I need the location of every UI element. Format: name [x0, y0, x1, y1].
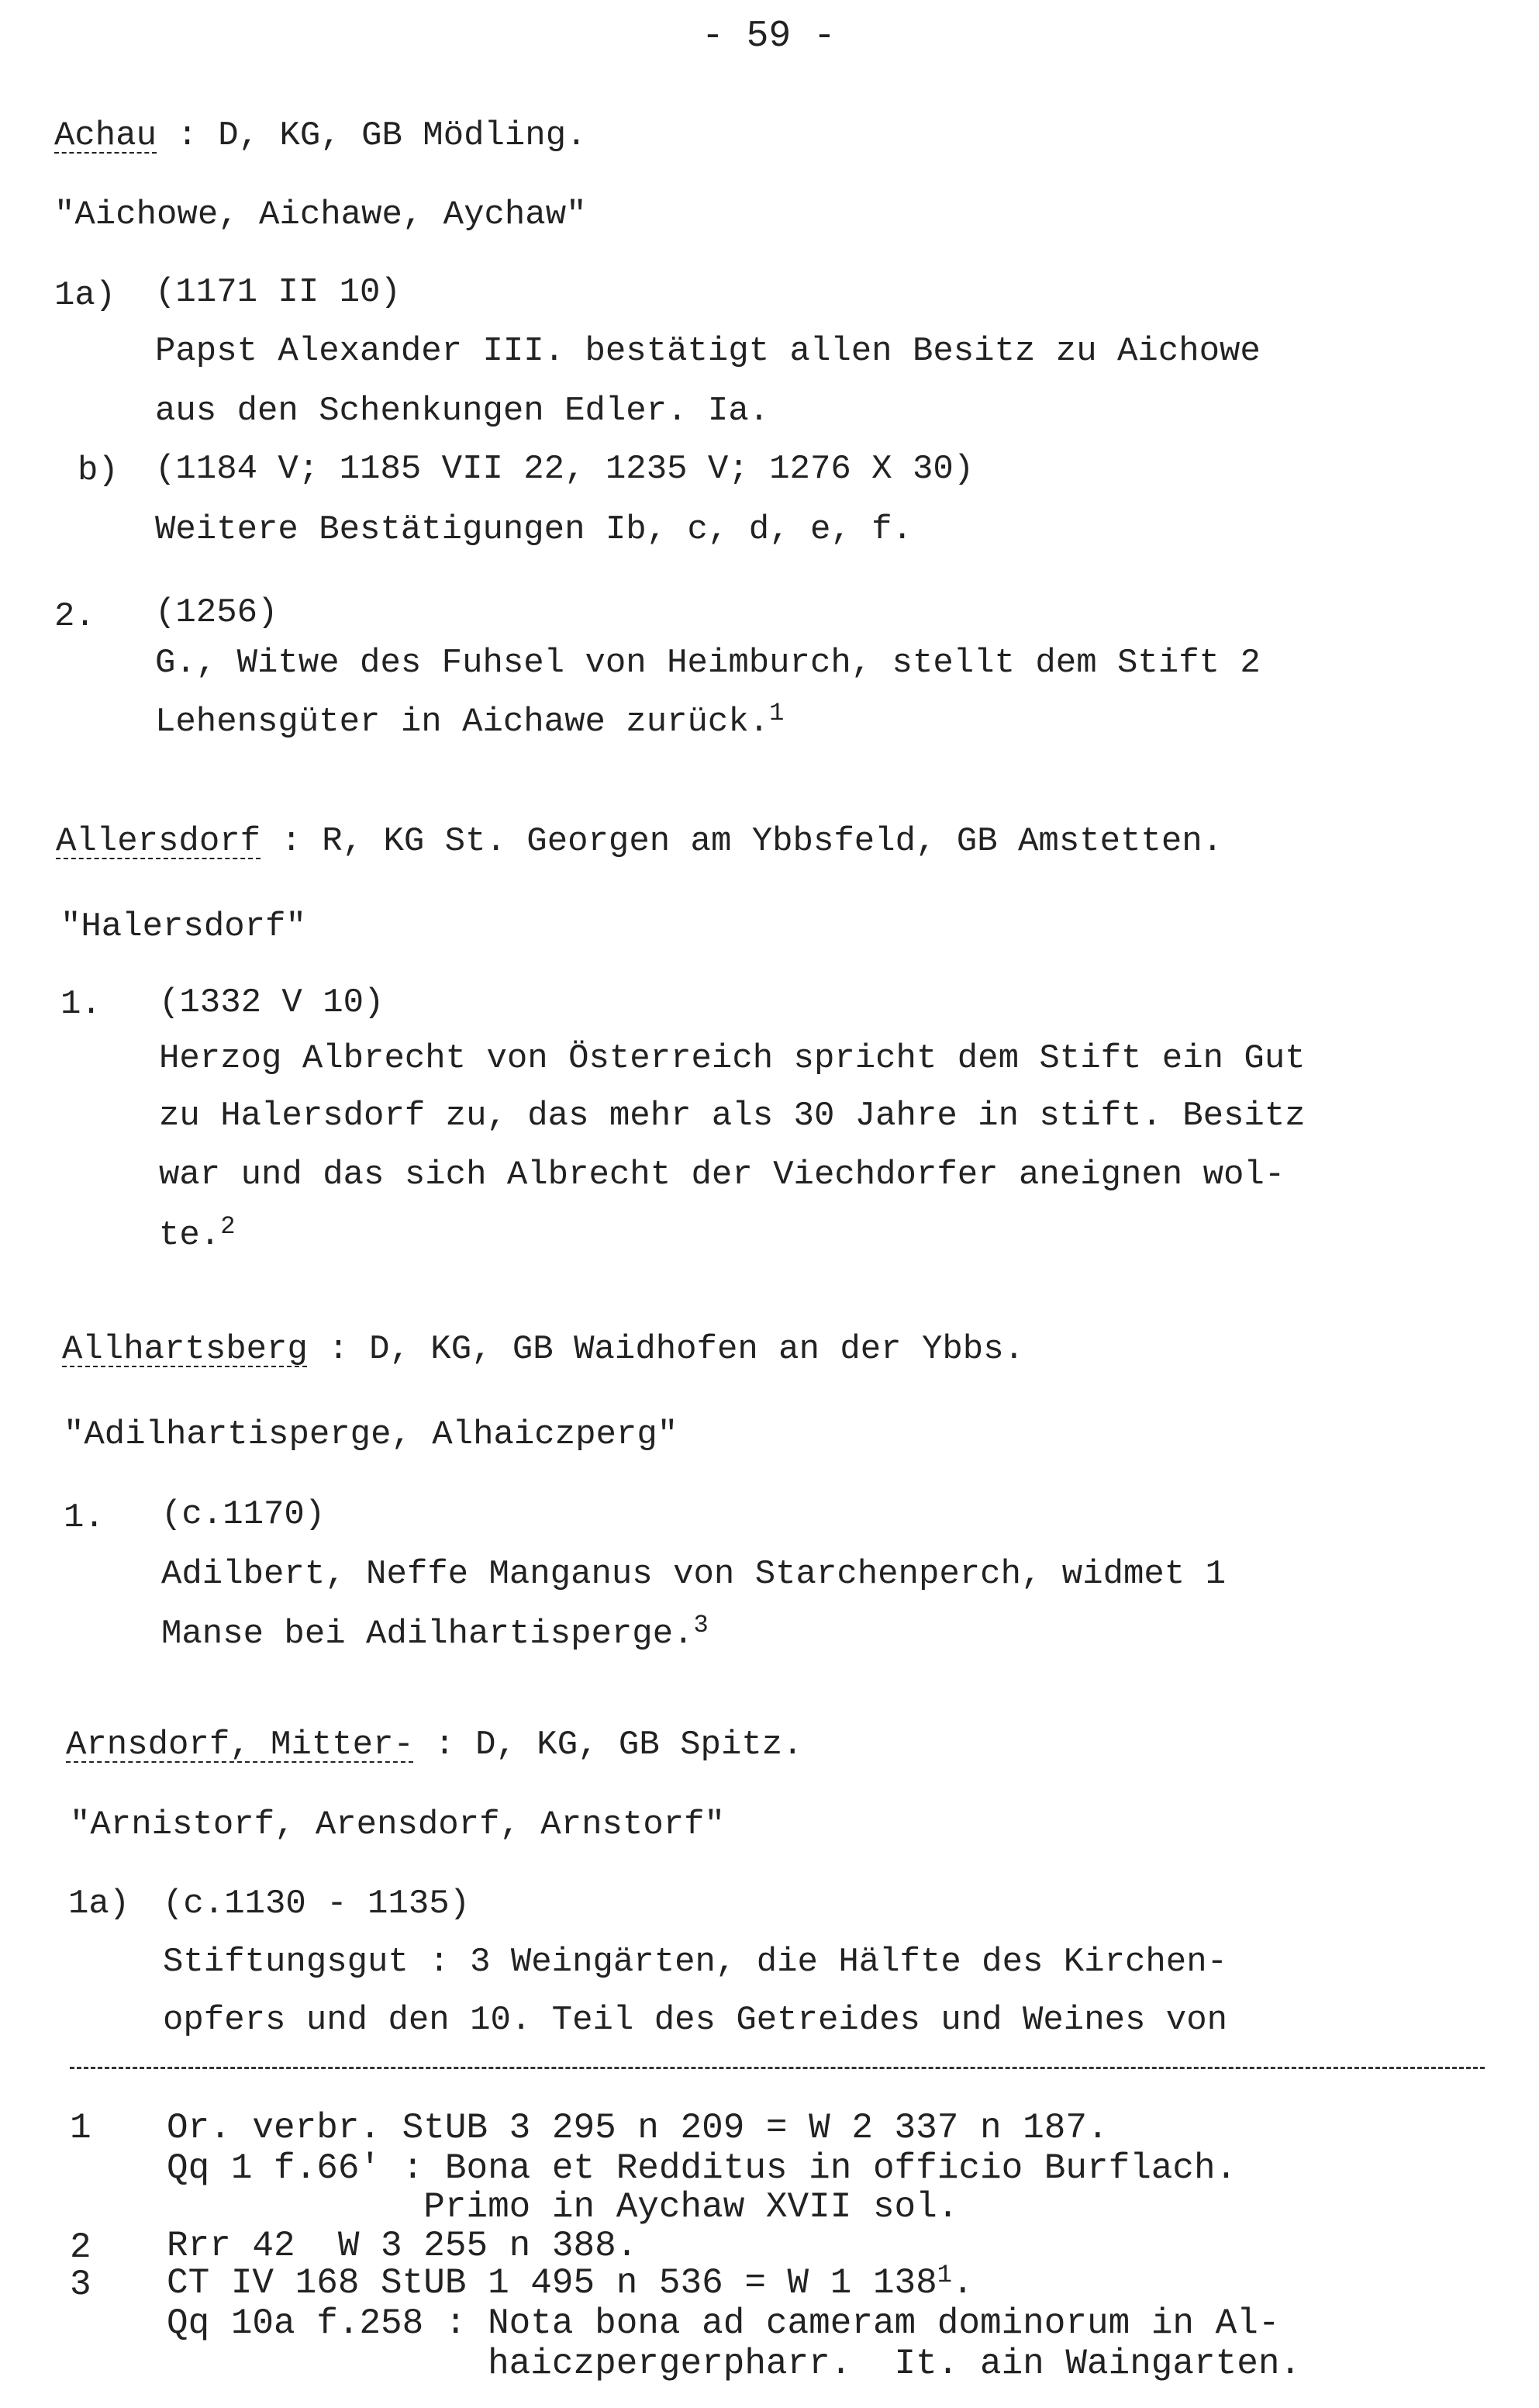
place-name: Allersdorf — [56, 822, 261, 861]
item-text-line — [155, 699, 785, 741]
item-text: te. — [159, 1216, 221, 1255]
footnote-marker: 3 — [693, 1611, 709, 1639]
item-number: 1. — [64, 1498, 105, 1537]
item-date: (1332 V 10) — [159, 983, 385, 1022]
place-name: Arnsdorf, Mitter- — [66, 1726, 414, 1764]
footnote-line: haiczpergerpharr. It. ain Waingarten. — [167, 2344, 1302, 2384]
item-text-line: zu Halersdorf zu, das mehr als 30 Jahre in stift. Besitz — [159, 1097, 1306, 1135]
footnote-marker: 1 — [769, 699, 785, 727]
place-meta: : D, KG, GB Mödling. — [157, 116, 587, 155]
footnote-number: 2 — [70, 2227, 91, 2268]
item-text-line: Stiftungsgut : 3 Weingärten, die Hälfte des Kirchen- — [163, 1943, 1228, 1981]
item-text-line: opfers und den 10. Teil des Getreides und Weines von — [163, 2001, 1228, 2040]
footnote-text: CT IV 168 StUB 1 495 n 536 = W 1 138 — [167, 2263, 937, 2303]
superscript-marker: 1 — [937, 2261, 952, 2289]
page-number: - 59 - — [702, 16, 836, 57]
item-text-line: aus den Schenkungen Edler. Ia. — [155, 392, 770, 430]
place-meta: : R, KG St. Georgen am Ybbsfeld, GB Amstetten. — [261, 822, 1223, 861]
place-meta: : D, KG, GB Spitz. — [413, 1726, 803, 1764]
entry-heading — [62, 1330, 1024, 1369]
place-meta: : D, KG, GB Waidhofen an der Ybbs. — [307, 1330, 1025, 1369]
entry-heading — [54, 116, 587, 155]
item-number: 1a) — [68, 1885, 130, 1923]
historical-forms: "Arnistorf, Arensdorf, Arnstorf" — [70, 1805, 725, 1844]
item-text-line: Weitere Bestätigungen Ib, c, d, e, f. — [155, 510, 913, 549]
item-date: (c.1130 - 1135) — [163, 1885, 471, 1923]
historical-forms: "Halersdorf" — [60, 907, 306, 946]
item-number: 1a) — [54, 276, 116, 315]
item-text: Lehensgüter in Aichawe zurück. — [155, 703, 770, 741]
item-text-line: G., Witwe des Fuhsel von Heimburch, stellt dem Stift 2 — [155, 644, 1261, 682]
footnote-line — [167, 2263, 974, 2303]
place-name: Achau — [54, 116, 157, 155]
item-text-line: Papst Alexander III. bestätigt allen Besitz zu Aichowe — [155, 332, 1261, 371]
entry-heading — [56, 822, 1223, 861]
entry-heading — [66, 1726, 803, 1764]
footnote-line: Qq 10a f.258 : Nota bona ad cameram dominorum in Al- — [167, 2303, 1280, 2344]
place-name: Allhartsberg — [62, 1330, 308, 1369]
footnote-number: 3 — [70, 2265, 91, 2305]
footnote-line: Qq 1 f.66' : Bona et Redditus in officio Burflach. — [167, 2148, 1237, 2189]
footnote-line: Primo in Aychaw XVII sol. — [167, 2187, 959, 2227]
historical-forms: "Aichowe, Aichawe, Aychaw" — [54, 195, 587, 234]
item-text-line — [159, 1212, 236, 1255]
item-text-line: Herzog Albrecht von Österreich spricht dem Stift ein Gut — [159, 1039, 1306, 1078]
footnote-number: 1 — [70, 2108, 91, 2148]
historical-forms: "Adilhartisperge, Alhaiczperg" — [64, 1415, 678, 1454]
item-number: 2. — [54, 597, 95, 636]
item-date: (1256) — [155, 593, 278, 632]
footnote-line: Or. verbr. StUB 3 295 n 209 = W 2 337 n 187. — [167, 2108, 1109, 2148]
item-date: (c.1170) — [161, 1495, 326, 1534]
item-number: b) — [78, 451, 119, 490]
item-date: (1171 II 10) — [155, 273, 401, 312]
item-text-line: Adilbert, Neffe Manganus von Starchenperch, widmet 1 — [161, 1555, 1227, 1594]
item-number: 1. — [60, 985, 102, 1024]
item-date: (1184 V; 1185 VII 22, 1235 V; 1276 X 30) — [155, 450, 975, 489]
footnote-marker: 2 — [220, 1212, 236, 1241]
footnote-separator — [70, 2067, 1485, 2069]
item-text-line — [161, 1611, 709, 1653]
footnote-period: . — [951, 2263, 974, 2303]
item-text-line: war und das sich Albrecht der Viechdorfer aneignen wol- — [159, 1156, 1285, 1194]
footnote-line: Rrr 42 W 3 255 n 388. — [167, 2226, 638, 2266]
item-text: Manse bei Adilhartisperge. — [161, 1615, 694, 1653]
